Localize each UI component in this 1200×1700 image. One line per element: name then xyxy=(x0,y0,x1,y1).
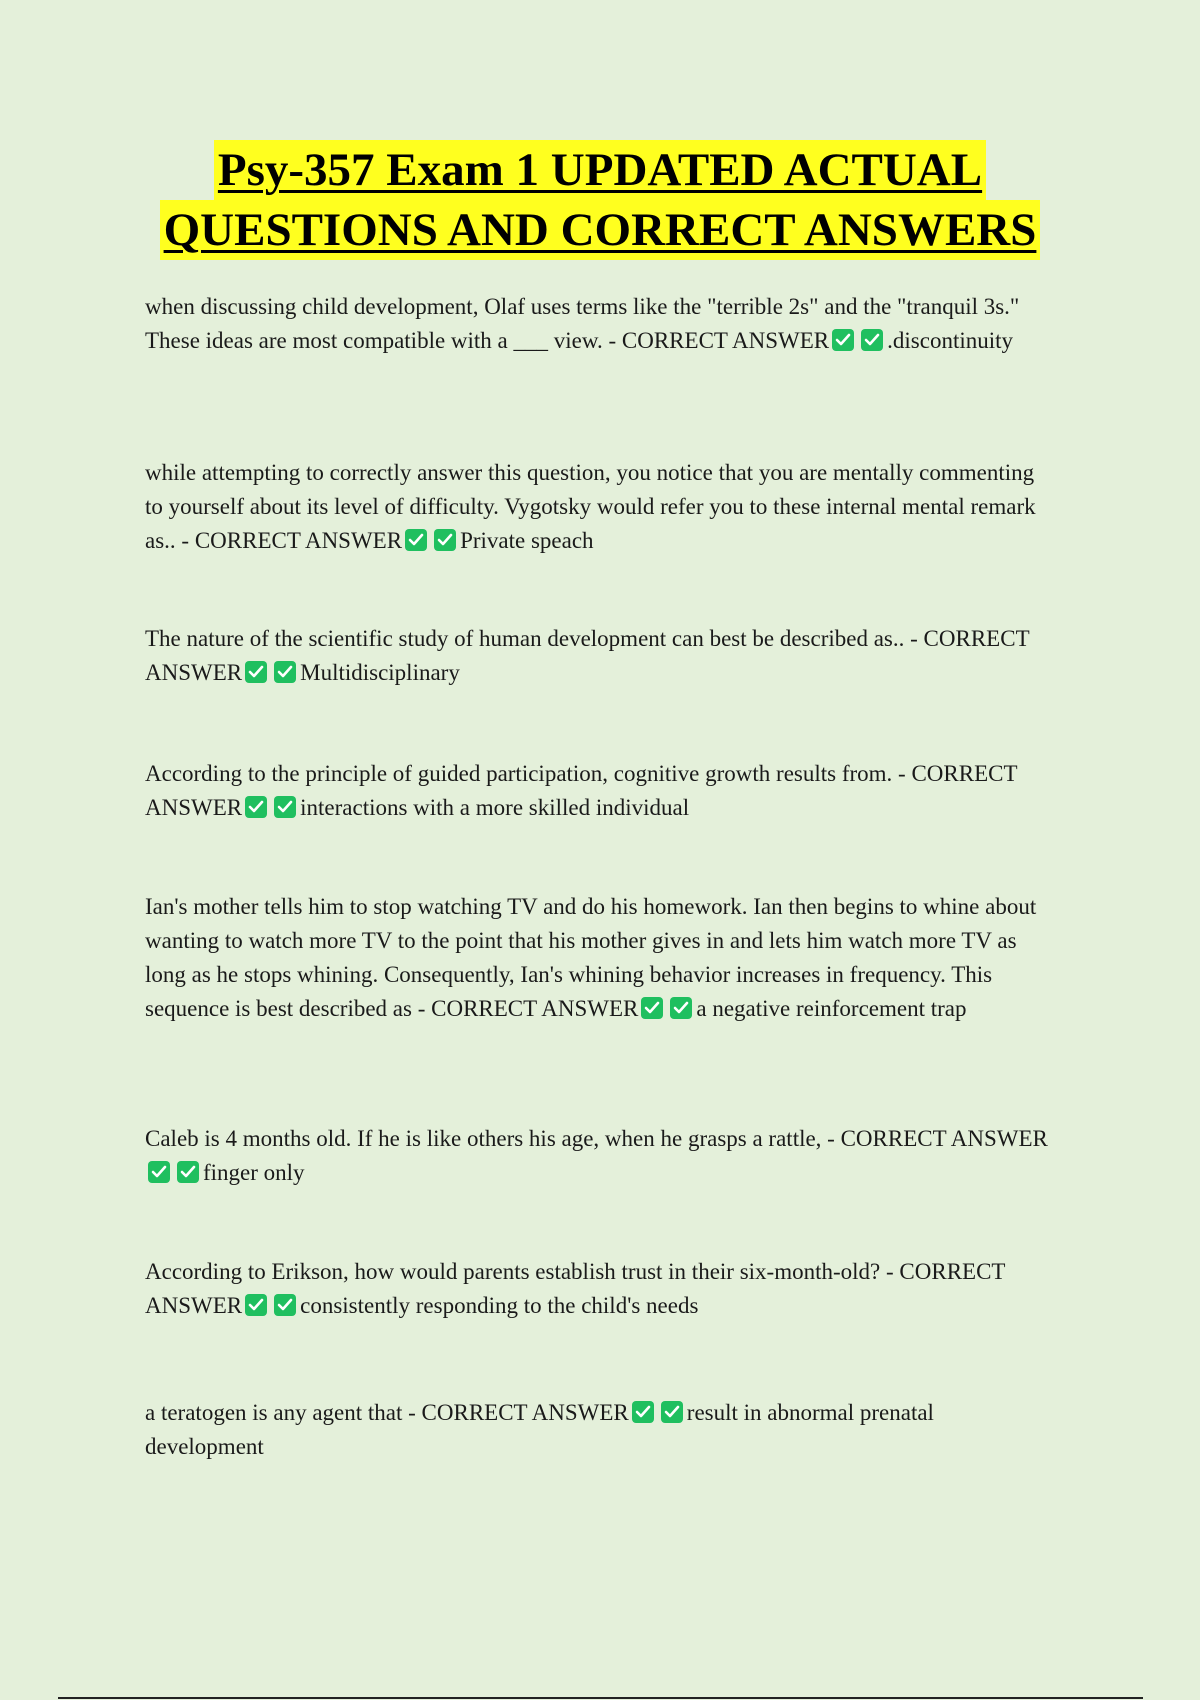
bottom-rule xyxy=(58,1697,1143,1699)
answer-text: a negative reinforcement trap xyxy=(696,996,967,1021)
qa-item xyxy=(145,1122,1057,1190)
check-icon xyxy=(641,997,663,1019)
check-icon xyxy=(177,1161,199,1183)
question-text: a teratogen is any agent that - CORRECT ANSWER xyxy=(145,1400,629,1425)
qa-item xyxy=(145,622,1057,690)
question-text: Ian's mother tells him to stop watching TV and do his homework. Ian then begins to whine about wanting to watch more TV to the point that his mother gives in and lets him watch more TV as long as he stops whining. Consequently, Ian's whining behavior increases in frequency. This sequence is best described as - CORRECT ANSWER xyxy=(145,894,1037,1021)
answer-text: .discontinuity xyxy=(887,328,1014,353)
check-icon xyxy=(274,661,296,683)
qa-item xyxy=(145,456,1057,558)
qa-item xyxy=(145,290,1057,358)
qa-item xyxy=(145,1396,1057,1464)
question-text: Caleb is 4 months old. If he is like others his age, when he grasps a rattle, - CORRECT ANSWER xyxy=(145,1126,1048,1151)
title-line-2: QUESTIONS AND CORRECT ANSWERS xyxy=(160,200,1041,260)
question-text: The nature of the scientific study of human development can best be described as.. - CORRECT ANSWER xyxy=(145,626,1030,685)
question-text: when discussing child development, Olaf uses terms like the "terrible 2s" and the "tranquil 3s." These ideas are most compatible with a ___ view. - CORRECT ANSWER xyxy=(145,294,1020,353)
answer-text: interactions with a more skilled individual xyxy=(300,795,690,820)
document-title xyxy=(0,140,1200,260)
check-icon xyxy=(245,1294,267,1316)
answer-text: result in abnormal prenatal development xyxy=(145,1400,934,1459)
question-text: According to Erikson, how would parents establish trust in their six-month-old? - CORRECT ANSWER xyxy=(145,1259,1006,1318)
question-text: According to the principle of guided participation, cognitive growth results from. - CORRECT ANSWER xyxy=(145,761,1018,820)
check-icon xyxy=(670,997,692,1019)
qa-item xyxy=(145,757,1057,825)
check-icon xyxy=(661,1401,683,1423)
qa-item xyxy=(145,1255,1057,1323)
answer-text: consistently responding to the child's needs xyxy=(300,1293,699,1318)
check-icon xyxy=(434,529,456,551)
check-icon xyxy=(274,796,296,818)
answer-text: Private speach xyxy=(460,528,594,553)
check-icon xyxy=(861,329,883,351)
check-icon xyxy=(832,329,854,351)
answer-text: finger only xyxy=(203,1160,305,1185)
check-icon xyxy=(245,661,267,683)
title-line-1: Psy-357 Exam 1 UPDATED ACTUAL xyxy=(214,140,986,200)
question-text: while attempting to correctly answer this question, you notice that you are mentally commenting to yourself about its level of difficulty. Vygotsky would refer you to these internal mental remark as.. - CORRECT ANSWER xyxy=(145,460,1036,553)
qa-item xyxy=(145,890,1057,1026)
check-icon xyxy=(632,1401,654,1423)
check-icon xyxy=(148,1161,170,1183)
check-icon xyxy=(245,796,267,818)
answer-text: Multidisciplinary xyxy=(300,660,460,685)
check-icon xyxy=(274,1294,296,1316)
check-icon xyxy=(405,529,427,551)
